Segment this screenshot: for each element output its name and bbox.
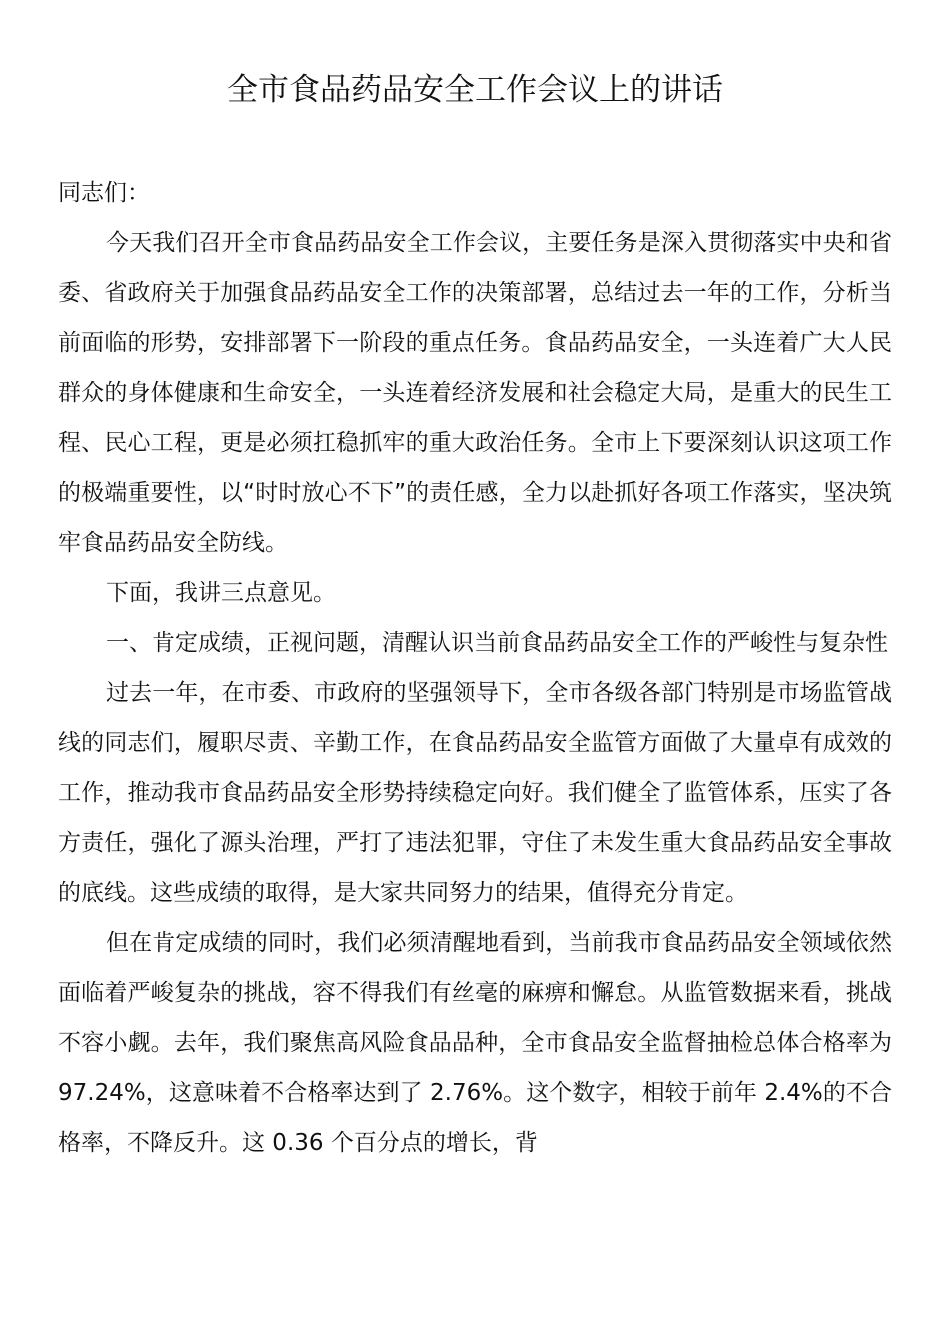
- section-heading-1: 一、肯定成绩，正视问题，清醒认识当前食品药品安全工作的严峻性与复杂性: [106, 630, 888, 656]
- document-page: [58, 0, 892, 1168]
- paragraph-challenges: 但在肯定成绩的同时，我们必须清醒地看到，当前我市食品药品安全领域依然面临着严峻复杂的挑战，容不得我们有丝毫的麻痹和懈怠。从监管数据来看，挑战不容小觑。去年，我们聚焦高风险食品品种，全市食品安全监督抽检总体合格率为 97.24%，这意味着不合格率达到了 2.76%。这个数字，相较于前年 2.4%的不合格率，不降反升。这 0.36 个百分点的增长，背: [58, 930, 892, 1156]
- paragraph-intro: 今天我们召开全市食品药品安全工作会议，主要任务是深入贯彻落实中央和省委、省政府关于加强食品药品安全工作的决策部署，总结过去一年的工作，分析当前面临的形势，安排部署下一阶段的重点任务。食品药品安全，一头连着广大人民群众的身体健康和生命安全，一头连着经济发展和社会稳定大局，是重大的民生工程、民心工程，更是必须扛稳抓牢的重大政治任务。全市上下要深刻认识这项工作的极端重要性，以“时时放心不下”的责任感，全力以赴抓好各项工作落实，坚决筑牢食品药品安全防线。: [58, 230, 892, 556]
- paragraph-outline: 下面，我讲三点意见。: [106, 580, 336, 606]
- greeting: 同志们：: [58, 180, 150, 206]
- paragraph-achievements: 过去一年，在市委、市政府的坚强领导下，全市各级各部门特别是市场监管战线的同志们，履职尽责、辛勤工作，在食品药品安全监管方面做了大量卓有成效的工作，推动我市食品药品安全形势持续稳定向好。我们健全了监管体系，压实了各方责任，强化了源头治理，严打了违法犯罪，守住了未发生重大食品药品安全事故的底线。这些成绩的取得，是大家共同努力的结果，值得充分肯定。: [58, 680, 892, 906]
- page-title: 全市食品药品安全工作会议上的讲话: [227, 72, 723, 108]
